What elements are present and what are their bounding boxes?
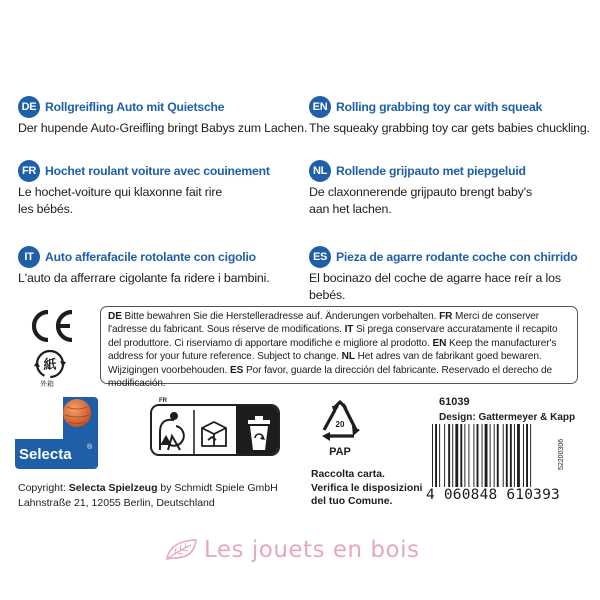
lang-badge-en: EN [309,96,331,118]
barcode-bar [514,424,515,487]
japanese-paper-recycle-icon [31,348,69,380]
barcode-bar [464,424,465,487]
pap-text-line2: Verifica le disposizioni [311,482,423,494]
lang-desc-fr-line1: Le hochet-voiture qui klaxonne fait rire [18,185,223,199]
lang-desc-de: Der hupende Auto-Greifling bringt Babys zum Lachen. [18,121,308,135]
pap-text-line1: Raccolta carta. [311,469,385,480]
barcode-bar [497,424,499,487]
barcode-bar [432,424,433,487]
lang-desc-en: The squeaky grabbing toy car gets babies chuckling. [309,121,590,135]
triman-recycling-mark [150,404,280,456]
barcode-bar [523,424,524,487]
lang-block-fr [18,160,308,218]
copyright-company: Selecta Spielzeug [68,482,158,494]
notice-text-es: Por favor, guarde la dirección del fabricante. Reservado el derecho de modificación. [108,364,553,390]
barcode-bar [510,424,512,487]
notice-code-en: EN [432,337,447,349]
barcode-bar [452,424,453,487]
copyright-prefix: Copyright: [18,482,69,494]
lang-block-de [18,96,308,137]
watermark-text: Les jouets en bois [204,537,420,563]
lang-desc-nl-line1: De claxonnerende grijpauto brengt baby's [309,185,532,199]
pap-text-line3: del tuo Comune. [311,496,393,507]
notice-text-de: Bitte bewahren Sie die Herstelleradresse auf. Änderungen vorbehalten. [121,311,440,322]
barcode-bar [503,424,504,487]
lang-block-nl [309,160,599,218]
lang-title-it: Auto afferafacile rotolante con cigolio [45,250,256,264]
selecta-logo-text: Selecta [19,446,72,463]
notice-code-de: DE [108,311,122,322]
barcode-icon [430,424,548,487]
lang-badge-it: IT [18,246,40,268]
lang-desc-es: El bocinazo del coche de agarre hace reír a los bebés. [309,271,561,302]
lang-badge-nl: NL [309,160,331,182]
barcode-bar [506,424,508,487]
notice-code-nl: NL [341,351,355,363]
notice-text-fr: Merci de conserver l'adresse du fabricant. Sous réserve de modifications. [108,311,540,336]
barcode-bar [460,424,462,487]
barcode-bar [526,424,528,487]
article-number: 61039 [439,396,470,408]
lang-title-nl: Rollende grijpauto met piepgeluid [336,164,526,178]
lang-badge-de: DE [18,96,40,118]
design-credit: Design: Gattermeyer & Kapp [439,412,576,423]
copyright-line [18,481,278,496]
pap-label: PAP [329,446,351,458]
barcode-bar [477,424,479,487]
barcode-bar [490,424,491,487]
barcode-bar [455,424,458,487]
lang-desc-fr [18,184,308,218]
lang-desc-it: L'auto da afferrare cigolante fa ridere i bambini. [18,271,270,285]
copyright-block [18,481,278,511]
barcode-bar [448,424,450,487]
notice-code-es: ES [229,364,244,376]
barcode-bar [473,424,474,487]
barcode-bar [444,424,445,487]
barcode-bar [494,424,495,487]
pap-disposal-text [311,468,422,509]
watermark [164,537,419,563]
manufacturer-notice-box [100,306,578,390]
notice-text-nl: Het adres van de fabrikant goed bewaren. Wijzigingen voorbehouden. [108,351,542,376]
leaf-icon [164,537,200,563]
barcode-bar [468,424,469,487]
selecta-logo [15,397,98,469]
ce-mark-icon [28,308,78,344]
lang-title-es: Pieza de agarre rodante coche con chirrido [336,250,578,264]
copyright-suffix: by Schmidt Spiele GmbH [157,482,278,494]
jp-kanji-mark: 紙 [43,358,57,373]
notice-code-fr: FR [439,311,453,322]
lang-title-fr: Hochet roulant voiture avec couinement [45,164,270,178]
barcode-bar [485,424,488,487]
notice-code-it: IT [344,324,354,336]
barcode-bar [439,424,440,487]
notice-text-en: Keep the manufacturer's address for your future reference. Subject to change. [108,337,557,363]
barcode-bar [482,424,483,487]
notice-text-it: Si prega conservare accuratamente il recapito del produttore. Ci riserviamo di apportare modifiche e migliore al prodotto. [108,324,558,349]
lang-block-it [18,246,308,287]
lang-title-en: Rolling grabbing toy car with squeak [336,100,543,114]
copyright-address: Lahnstraße 21, 12055 Berlin, Deutschland [18,497,215,509]
barcode-bar [517,424,520,487]
lang-desc-nl-line2: aan het lachen. [309,202,392,216]
lang-block-en [309,96,599,137]
lang-desc-fr-line2: les bébés. [18,202,73,216]
jp-box-label: 外箱 [40,381,54,388]
pap-number: 20 [335,420,345,429]
vertical-code: 52200306 [558,438,565,470]
lang-badge-fr: FR [18,160,40,182]
triman-fr-tag: FR [159,398,167,404]
barcode-bar [435,424,437,487]
lang-title-de: Rollgreifling Auto mit Quietsche [45,100,225,114]
lang-desc-nl [309,184,599,218]
lang-block-es [309,246,599,304]
selecta-reg-mark: ® [87,444,93,451]
triman-icon [152,406,280,456]
lang-badge-es: ES [309,246,331,268]
barcode-bar [530,424,531,487]
barcode-digits: 4 060848 610393 [426,487,560,503]
